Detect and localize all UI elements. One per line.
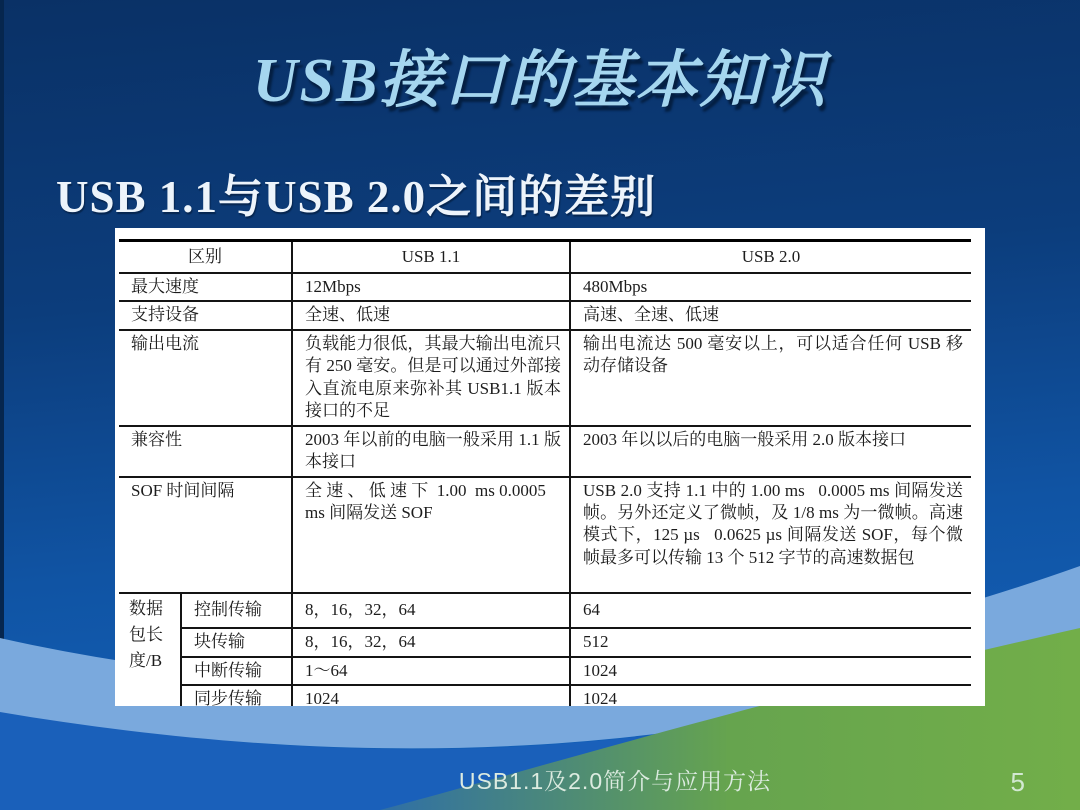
cell-usb11: 12Mbps: [292, 273, 570, 301]
cell-usb20: 64: [570, 593, 971, 628]
cell-sublabel: 控制传输: [181, 593, 292, 628]
cell-label: 兼容性: [119, 426, 292, 477]
table-row: [119, 628, 971, 657]
cell-usb11: 1024: [292, 685, 570, 706]
cell-usb20: 输出电流达 500 毫安以上，可以适合任何 USB 移动存储设备: [570, 330, 971, 426]
table-row: [119, 593, 971, 628]
cell-usb20: USB 2.0 支持 1.1 中的 1.00 ms 0.0005 ms 间隔发送帧。另外还定义了微帧，及 1/8 ms 为一微帧。高速模式下，125 µs 0.0625 µs 间隔发送 SOF，每个微帧最多可以传输 13 个 512 字节的高速数据包: [570, 477, 971, 593]
header-usb11: USB 1.1: [292, 241, 570, 274]
table-row: [119, 477, 971, 593]
page-number: 5: [1010, 767, 1025, 797]
table-row: [119, 330, 971, 426]
table-row: [119, 273, 971, 301]
cell-usb11: 1～64: [292, 657, 570, 685]
cell-usb11: 2003 年以前的电脑一般采用 1.1 版本接口: [292, 426, 570, 477]
cell-usb11: 负载能力很低，其最大输出电流只有 250 毫安。但是可以通过外部接入直流电原来弥补其 USB1.1 版本接口的不足: [292, 330, 570, 426]
cell-sublabel: 块传输: [181, 628, 292, 657]
cell-sublabel: 同步传输: [181, 685, 292, 706]
table-header-row: [119, 241, 971, 274]
cell-label: SOF 时间间隔: [119, 477, 292, 593]
comparison-table-panel: [115, 228, 985, 706]
cell-label: 最大速度: [119, 273, 292, 301]
table-row: [119, 657, 971, 685]
cell-sublabel: 中断传输: [181, 657, 292, 685]
cell-usb20: 高速、全速、低速: [570, 301, 971, 329]
footer-title: USB1.1及2.0简介与应用方法: [458, 768, 772, 794]
cell-usb20: 1024: [583, 688, 617, 706]
cell-usb11: 8，16，32，64: [292, 628, 570, 657]
table-row: [119, 426, 971, 477]
cell-label: 支持设备: [119, 301, 292, 329]
comparison-table: [119, 239, 971, 706]
section-heading: USB 1.1与USB 2.0之间的差别: [56, 172, 657, 222]
table-row: [119, 685, 971, 706]
cell-usb11: 全速、低速: [292, 301, 570, 329]
header-category: 区别: [119, 241, 292, 274]
page-title: USB接口的基本知识: [252, 47, 828, 115]
cell-usb20: 480Mbps: [570, 273, 971, 301]
header-usb20: USB 2.0: [570, 241, 971, 274]
cell-usb11: 全 速 、 低 速 下 1.00 ms 0.0005 ms 间隔发送 SOF: [292, 477, 570, 593]
cell-group-label: 数据包长度/B: [119, 593, 181, 707]
cell-usb11: 8，16，32，64: [292, 593, 570, 628]
cell-usb20: 2003 年以以后的电脑一般采用 2.0 版本接口: [570, 426, 971, 477]
cell-usb20: 512: [570, 628, 971, 657]
cell-label: 输出电流: [119, 330, 292, 426]
table-row: [119, 301, 971, 329]
cell-usb20: 1024: [570, 657, 971, 685]
